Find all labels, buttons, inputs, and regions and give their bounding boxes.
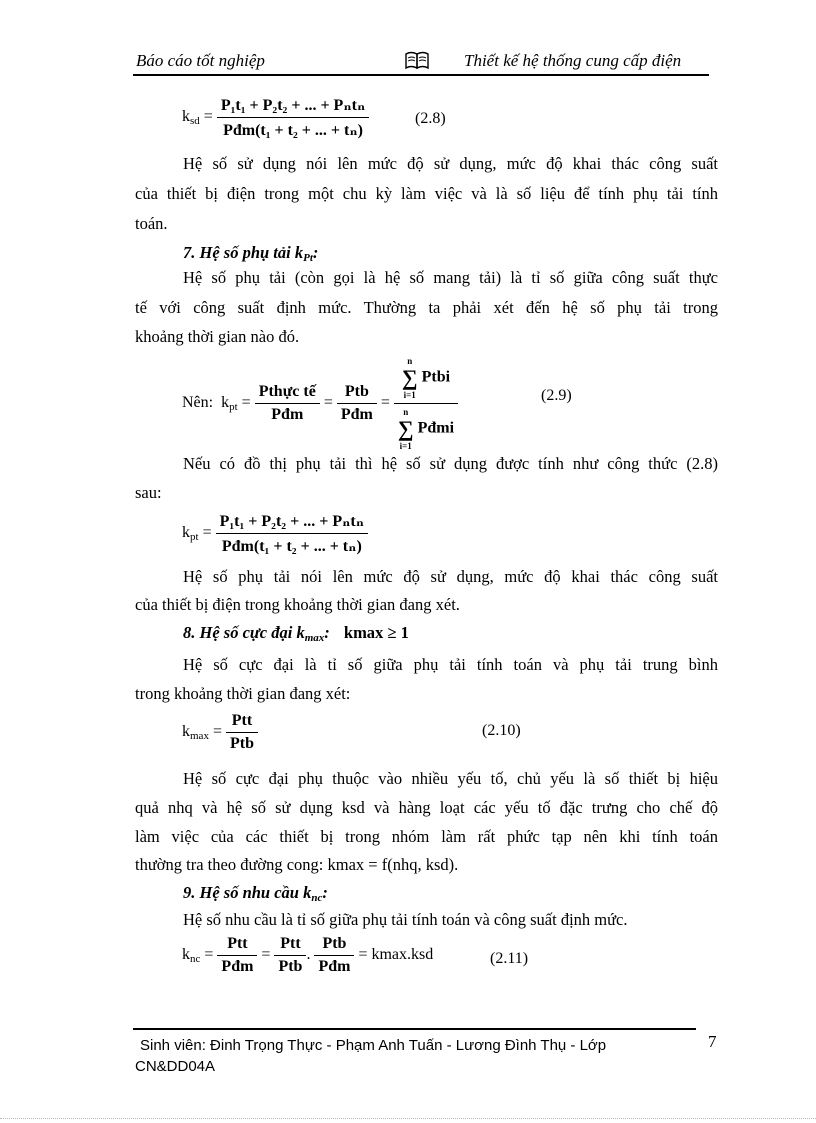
eq-lhs: k bbox=[182, 108, 190, 126]
equation-kpt: $k_{pt}$ = $\frac{\text{P₁t₁ + P₂t₂ + ... + Pₙtₙ}}{\text{Pđm(t₁ + t₂ + ... + tₙ)}}$ bbox=[182, 511, 368, 556]
para3-line2: sau: bbox=[135, 483, 162, 502]
footer-line2: CN&DD04A bbox=[135, 1058, 216, 1075]
eq-lhs-sub: sd bbox=[190, 115, 200, 128]
page-number: 7 bbox=[708, 1032, 717, 1051]
para1-line1: Hệ số sử dụng nói lên mức độ sử dụng, mức độ khai thác công suất bbox=[183, 154, 718, 173]
heading-9: 9. Hệ số nhu cầu $k_{nc}$: bbox=[183, 883, 328, 904]
para5-line2: trong khoảng thời gian đang xét: bbox=[135, 684, 351, 703]
eq-rhs: kmax.ksd bbox=[371, 946, 434, 964]
eq-number-2-10: (2.10) bbox=[482, 722, 521, 739]
para6-line3: làm việc của các thiết bị trong nhóm làm rất phức tạp nên khi tính toán bbox=[135, 827, 718, 846]
para1-line2: của thiết bị điện trong một chu kỳ làm việc và là số liệu để tính phụ tải tính bbox=[135, 184, 718, 203]
para2-line2: tế với công suất định mức. Thường ta phải xét đến hệ số phụ tải trong bbox=[135, 298, 718, 317]
para2-line3: khoảng thời gian nào đó. bbox=[135, 327, 300, 346]
para6-line2: quả nhq và hệ số sử dụng ksd và hàng loạt các yếu tố đặc trưng cho chế độ bbox=[135, 798, 718, 817]
para7-line1: Hệ số nhu cầu là tỉ số giữa phụ tải tính toán và công suất định mức. bbox=[183, 910, 628, 929]
para3-line1: Nếu có đồ thị phụ tải thì hệ số sử dụng được tính như công thức (2.8) bbox=[183, 454, 718, 473]
page-bottom-divider bbox=[0, 1118, 816, 1119]
para4-line2: của thiết bị điện trong khoảng thời gian đang xét. bbox=[135, 595, 460, 614]
eq-denominator: Pđm(t₁ + t₂ + ... + tₙ) bbox=[223, 122, 363, 139]
equation-2-8: $k_{sd}$ = $\frac{\text{P₁t₁ + P₂t₂ + ... + Pₙtₙ}}{\text{Pđm(t₁ + t₂ + ... + tₙ)}}$ bbox=[182, 95, 369, 140]
kmax-condition: kmax ≥ 1 bbox=[343, 623, 409, 642]
para4-line1: Hệ số phụ tải nói lên mức độ sử dụng, mức độ khai thác công suất bbox=[183, 567, 718, 586]
eq-prefix: Nên: bbox=[182, 394, 214, 412]
equation-2-9: Nên: $k_{pt}$ = $\frac{\text{Pthực tế}}{\text{Pđm}}$ = $\frac{\text{Ptb}}{\text{Pđm}}$ = n ∑ i=1 Ptbi n ∑ i=1 Pđmi bbox=[182, 355, 458, 452]
para2-line1: Hệ số phụ tải (còn gọi là hệ số mang tải) là tỉ số giữa công suất thực bbox=[183, 268, 718, 287]
heading-8: 8. Hệ số cực đại $k_{max}$: kmax ≥ 1 bbox=[183, 623, 409, 644]
header-right: Thiết kế hệ thống cung cấp điện bbox=[464, 51, 682, 70]
eq-number-2-11: (2.11) bbox=[490, 950, 529, 967]
equation-2-11: $k_{nc}$ = $\frac{\text{Ptt}}{\text{Pđm}}$ = $\frac{\text{Ptt}}{\text{Ptb}}$ . $\frac{\text{Ptb}}{\text{Pđm}}$ = kmax.ksd bbox=[182, 935, 434, 975]
heading-7: 7. Hệ số phụ tải $k_{Pt}$: bbox=[183, 243, 319, 264]
eq-number-2-9: (2.9) bbox=[541, 387, 572, 404]
para5-line1: Hệ số cực đại là tỉ số giữa phụ tải tính toán và phụ tải trung bình bbox=[183, 655, 718, 674]
para6-line4: thường tra theo đường cong: kmax = f(nhq, ksd). bbox=[135, 855, 459, 874]
para1-line3: toán. bbox=[135, 214, 168, 233]
open-book-icon bbox=[404, 50, 430, 70]
eq-numerator: P₁t₁ + P₂t₂ + ... + Pₙtₙ bbox=[217, 95, 369, 118]
header-left: Báo cáo tốt nghiệp bbox=[136, 51, 265, 70]
para6-line1: Hệ số cực đại phụ thuộc vào nhiều yếu tố, chủ yếu là số thiết bị hiệu bbox=[183, 769, 718, 788]
header-rule bbox=[133, 74, 709, 76]
eq-number-2-8: (2.8) bbox=[415, 110, 446, 127]
footer-line1: Sinh viên: Đinh Trọng Thực - Phạm Anh Tuấn - Lương Đình Thụ - Lớp bbox=[140, 1037, 607, 1054]
equation-2-10: $k_{max}$ = $\frac{\text{Ptt}}{\text{Ptb}}$ bbox=[182, 712, 258, 753]
footer-rule bbox=[133, 1028, 696, 1030]
